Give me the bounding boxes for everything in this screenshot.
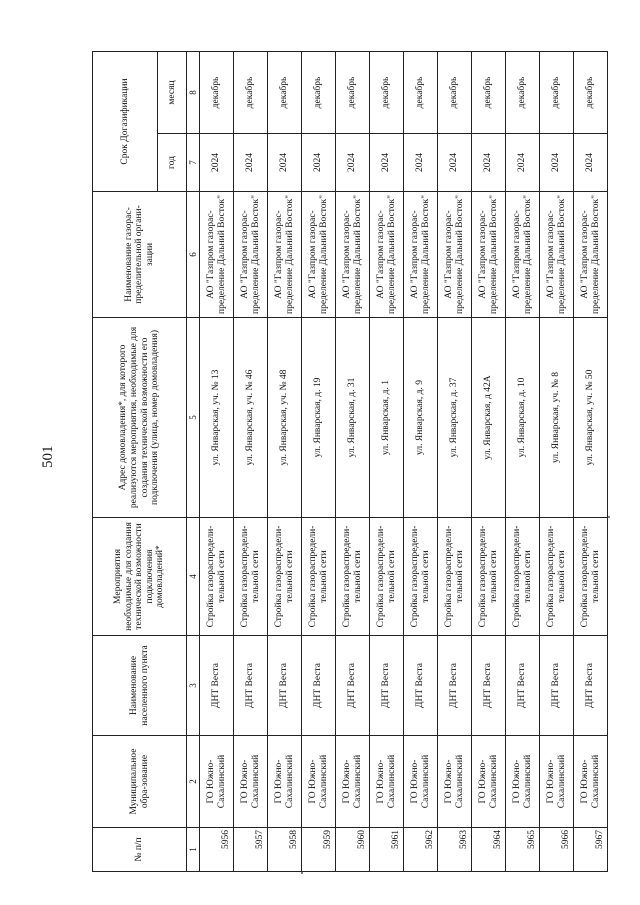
municipality-cell: ГО Южно-Сахалинский (540, 736, 574, 828)
column-number: 2 (187, 736, 200, 828)
measures-cell: Стройка газораспредели-тельной сети (302, 518, 336, 636)
measures-cell: Стройка газораспредели-тельной сети (336, 518, 370, 636)
row-number: 5959 (302, 828, 336, 872)
row-number: 5967 (574, 828, 608, 872)
header-deadline: Срок Догазификации (93, 52, 158, 192)
address-cell: ул. Январская, д. 19 (302, 318, 336, 518)
table-body (200, 52, 608, 872)
column-number: 7 (187, 134, 200, 192)
header-num: № п/п (93, 828, 187, 872)
settlement-cell: ДНТ Веста (268, 636, 302, 736)
table-row (234, 52, 268, 872)
row-number: 5961 (370, 828, 404, 872)
row-number: 5963 (438, 828, 472, 872)
row-number: 5964 (472, 828, 506, 872)
settlement-cell: ДНТ Веста (302, 636, 336, 736)
year-cell: 2024 (404, 134, 438, 192)
org-cell: АО "Газпром газорас-пределение Дальний Восток" (574, 192, 608, 318)
org-cell: АО "Газпром газорас-пределение Дальний Восток" (268, 192, 302, 318)
page-number: 501 (40, 445, 56, 468)
scan-speck (608, 516, 610, 518)
table-row (370, 52, 404, 872)
measures-cell: Стройка газораспредели-тельной сети (506, 518, 540, 636)
scan-speck (301, 872, 303, 874)
year-cell: 2024 (336, 134, 370, 192)
column-number: 1 (187, 828, 200, 872)
header-municipality: Муниципальное обра-зование (93, 736, 187, 828)
header-address: Адрес домовладения*, для которого реализуются мероприятия, необходимые для создания технической возможности его подключения (улица, номер домовладения) (93, 318, 187, 518)
org-cell: АО "Газпром газорас-пределение Дальний Восток" (302, 192, 336, 318)
table-row (506, 52, 540, 872)
address-cell: ул. Январская, уч. № 13 (200, 318, 234, 518)
settlement-cell: ДНТ Веста (370, 636, 404, 736)
year-cell: 2024 (302, 134, 336, 192)
settlement-cell: ДНТ Веста (200, 636, 234, 736)
table-row (472, 52, 506, 872)
municipality-cell: ГО Южно-Сахалинский (574, 736, 608, 828)
year-cell: 2024 (234, 134, 268, 192)
org-cell: АО "Газпром газорас-пределение Дальний Восток" (438, 192, 472, 318)
municipality-cell: ГО Южно-Сахалинский (472, 736, 506, 828)
org-cell: АО "Газпром газорас-пределение Дальний Восток" (472, 192, 506, 318)
table-row (574, 52, 608, 872)
row-number: 5958 (268, 828, 302, 872)
column-number: 6 (187, 192, 200, 318)
row-number: 5957 (234, 828, 268, 872)
year-cell: 2024 (370, 134, 404, 192)
month-cell: декабрь (472, 52, 506, 134)
municipality-cell: ГО Южно-Сахалинский (438, 736, 472, 828)
row-number: 5962 (404, 828, 438, 872)
address-cell: ул. Январская, уч. № 48 (268, 318, 302, 518)
measures-cell: Стройка газораспредели-тельной сети (234, 518, 268, 636)
measures-cell: Стройка газораспредели-тельной сети (268, 518, 302, 636)
column-number: 5 (187, 318, 200, 518)
month-cell: декабрь (268, 52, 302, 134)
column-number: 8 (187, 52, 200, 134)
address-cell: ул. Январская, д. 9 (404, 318, 438, 518)
settlement-cell: ДНТ Веста (574, 636, 608, 736)
column-number: 4 (187, 518, 200, 636)
settlement-cell: ДНТ Веста (438, 636, 472, 736)
measures-cell: Стройка газораспредели-тельной сети (438, 518, 472, 636)
month-cell: декабрь (200, 52, 234, 134)
org-cell: АО "Газпром газорас-пределение Дальний Восток" (200, 192, 234, 318)
org-cell: АО "Газпром газорас-пределение Дальний Восток" (404, 192, 438, 318)
month-cell: декабрь (438, 52, 472, 134)
measures-cell: Стройка газораспредели-тельной сети (472, 518, 506, 636)
measures-cell: Стройка газораспредели-тельной сети (540, 518, 574, 636)
month-cell: декабрь (404, 52, 438, 134)
address-cell: ул. Январская, д. 10 (506, 318, 540, 518)
table-row (404, 52, 438, 872)
year-cell: 2024 (200, 134, 234, 192)
org-cell: АО "Газпром газорас-пределение Дальний Восток" (336, 192, 370, 318)
row-number: 5960 (336, 828, 370, 872)
row-number: 5965 (506, 828, 540, 872)
settlement-cell: ДНТ Веста (472, 636, 506, 736)
municipality-cell: ГО Южно-Сахалинский (404, 736, 438, 828)
table-row (302, 52, 336, 872)
address-cell: ул. Январская, уч. № 46 (234, 318, 268, 518)
municipality-cell: ГО Южно-Сахалинский (234, 736, 268, 828)
settlement-cell: ДНТ Веста (336, 636, 370, 736)
month-cell: декабрь (336, 52, 370, 134)
municipality-cell: ГО Южно-Сахалинский (302, 736, 336, 828)
header-year: год (158, 134, 187, 192)
table-row (540, 52, 574, 872)
column-number: 3 (187, 636, 200, 736)
header-settlement: Наименование населенного пункта (93, 636, 187, 736)
address-cell: ул. Январская, д 42А (472, 318, 506, 518)
header-measures: Мероприятия необходимые для создания технической возможности подключения домовладений* (93, 518, 187, 636)
address-cell: ул. Январская, уч. № 50 (574, 318, 608, 518)
municipality-cell: ГО Южно-Сахалинский (268, 736, 302, 828)
measures-cell: Стройка газораспредели-тельной сети (574, 518, 608, 636)
municipality-cell: ГО Южно-Сахалинский (200, 736, 234, 828)
month-cell: декабрь (506, 52, 540, 134)
address-cell: ул. Январская, д. 1 (370, 318, 404, 518)
table-row (438, 52, 472, 872)
year-cell: 2024 (540, 134, 574, 192)
municipality-cell: ГО Южно-Сахалинский (506, 736, 540, 828)
municipality-cell: ГО Южно-Сахалинский (370, 736, 404, 828)
settlement-cell: ДНТ Веста (540, 636, 574, 736)
month-cell: декабрь (302, 52, 336, 134)
table-row (336, 52, 370, 872)
org-cell: АО "Газпром газорас-пределение Дальний Восток" (540, 192, 574, 318)
measures-cell: Стройка газораспредели-тельной сети (200, 518, 234, 636)
address-cell: ул. Январская, д. 31 (336, 318, 370, 518)
year-cell: 2024 (472, 134, 506, 192)
year-cell: 2024 (438, 134, 472, 192)
settlement-cell: ДНТ Веста (404, 636, 438, 736)
table-row (268, 52, 302, 872)
row-number: 5956 (200, 828, 234, 872)
org-cell: АО "Газпром газорас-пределение Дальний Восток" (506, 192, 540, 318)
gasification-table (92, 51, 608, 872)
address-cell: ул. Январская, уч. № 8 (540, 318, 574, 518)
measures-cell: Стройка газораспредели-тельной сети (404, 518, 438, 636)
month-cell: декабрь (574, 52, 608, 134)
header-month: месяц (158, 52, 187, 134)
measures-cell: Стройка газораспредели-тельной сети (370, 518, 404, 636)
org-cell: АО "Газпром газорас-пределение Дальний Восток" (234, 192, 268, 318)
year-cell: 2024 (574, 134, 608, 192)
org-cell: АО "Газпром газорас-пределение Дальний Восток" (370, 192, 404, 318)
document-table-sheet (92, 52, 606, 872)
month-cell: декабрь (540, 52, 574, 134)
settlement-cell: ДНТ Веста (234, 636, 268, 736)
address-cell: ул. Январская, д. 37 (438, 318, 472, 518)
header-org: Наименование газорас-пределительной органи-зации (93, 192, 187, 318)
settlement-cell: ДНТ Веста (506, 636, 540, 736)
table-row (200, 52, 234, 872)
month-cell: декабрь (234, 52, 268, 134)
row-number: 5966 (540, 828, 574, 872)
month-cell: декабрь (370, 52, 404, 134)
municipality-cell: ГО Южно-Сахалинский (336, 736, 370, 828)
year-cell: 2024 (268, 134, 302, 192)
year-cell: 2024 (506, 134, 540, 192)
